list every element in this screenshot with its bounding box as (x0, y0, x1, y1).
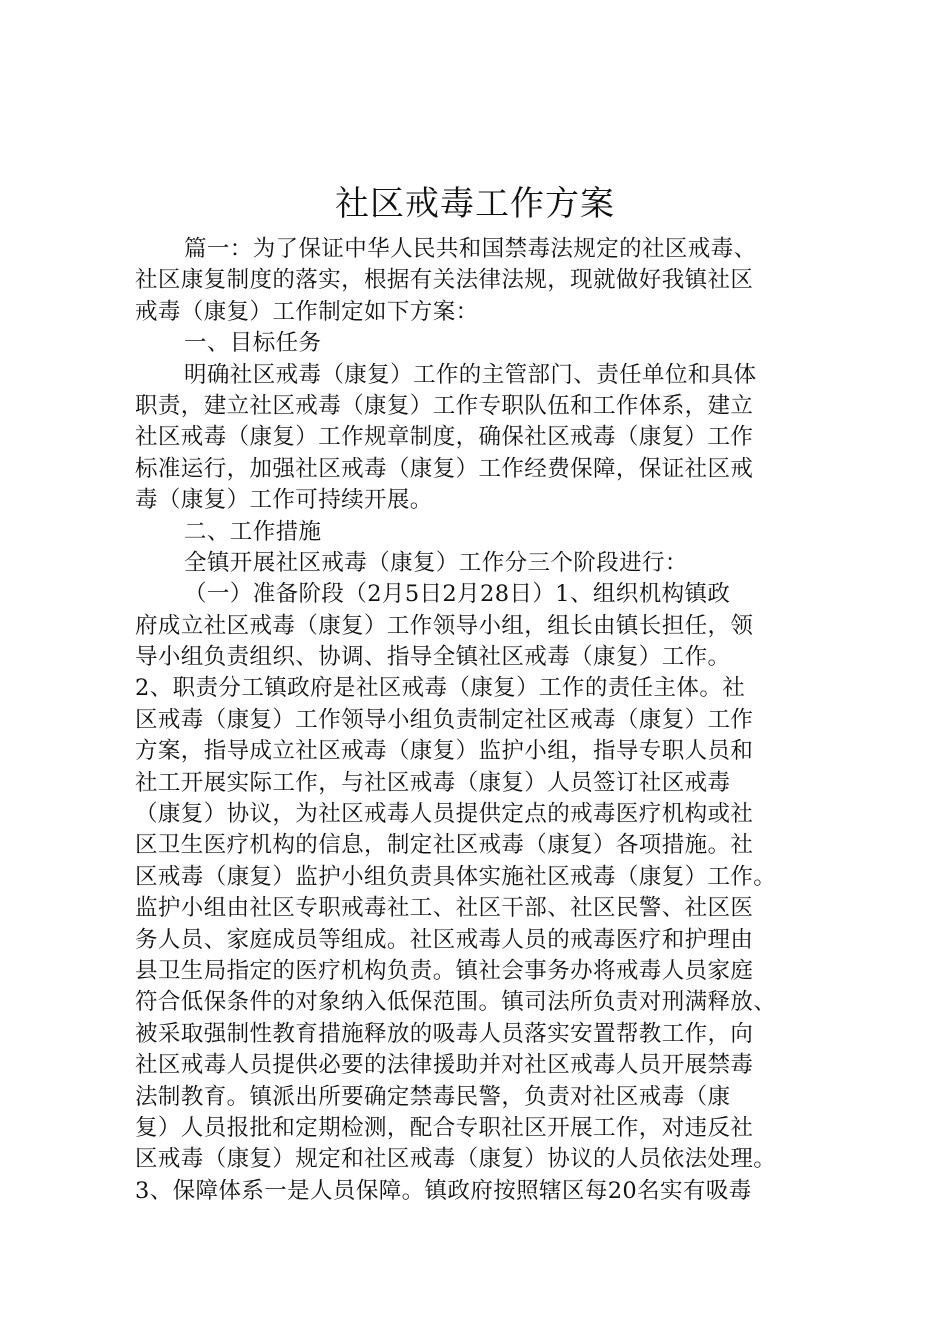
paragraph-line: 社工开展实际工作，与社区戒毒（康复）人员签订社区戒毒 (135, 769, 731, 796)
paragraph-line: （一）准备阶段（2月5日2月28日）1、组织机构镇政 (184, 581, 731, 608)
paragraph-line: 明确社区戒毒（康复）工作的主管部门、责任单位和具体 (184, 361, 757, 388)
paragraph-line: 方案，指导成立社区戒毒（康复）监护小组，指导专职人员和 (135, 738, 754, 765)
document-body (135, 234, 835, 1207)
paragraph-line: 法制教育。镇派出所要确定禁毒民警，负责对社区戒毒（康 (135, 1083, 731, 1110)
section-heading: 二、工作措施 (184, 518, 322, 545)
paragraph-line: 府成立社区戒毒（康复）工作领导小组，组长由镇长担任，领 (135, 612, 754, 639)
paragraph-line: 务人员、家庭成员等组成。社区戒毒人员的戒毒医疗和护理由 (135, 926, 754, 953)
paragraph-line: 毒（康复）工作可持续开展。 (135, 487, 433, 514)
paragraph-line: 区戒毒（康复）监护小组负责具体实施社区戒毒（康复）工作。 (135, 863, 777, 890)
paragraph-line: 区卫生医疗机构的信息，制定社区戒毒（康复）各项措施。社 (135, 832, 754, 859)
paragraph-line: （康复）协议，为社区戒毒人员提供定点的戒毒医疗机构或社 (135, 801, 754, 828)
paragraph-line: 标准运行，加强社区戒毒（康复）工作经费保障，保证社区戒 (135, 455, 754, 482)
paragraph-line: 3、保障体系一是人员保障。镇政府按照辖区每20名实有吸毒 (135, 1177, 752, 1204)
paragraph-line: 职责，建立社区戒毒（康复）工作专职队伍和工作体系，建立 (135, 392, 754, 419)
paragraph-line: 县卫生局指定的医疗机构负责。镇社会事务办将戒毒人员家庭 (135, 957, 754, 984)
paragraph-line: 社区戒毒（康复）工作规章制度，确保社区戒毒（康复）工作 (135, 424, 754, 451)
paragraph-line: 区戒毒（康复）工作领导小组负责制定社区戒毒（康复）工作 (135, 706, 754, 733)
document-title: 社区戒毒工作方案 (335, 184, 615, 224)
paragraph-line: 符合低保条件的对象纳入低保范围。镇司法所负责对刑满释放、 (135, 989, 777, 1016)
paragraph-line: 社区康复制度的落实，根据有关法律法规，现就做好我镇社区 (135, 267, 754, 294)
paragraph-line: 戒毒（康复）工作制定如下方案： (135, 298, 479, 325)
paragraph-line: 社区戒毒人员提供必要的法律援助并对社区戒毒人员开展禁毒 (135, 1052, 754, 1079)
paragraph-line: 区戒毒（康复）规定和社区戒毒（康复）协议的人员依法处理。 (135, 1146, 777, 1173)
paragraph-line: 篇一：为了保证中华人民共和国禁毒法规定的社区戒毒、 (184, 236, 757, 262)
paragraph-line: 全镇开展社区戒毒（康复）工作分三个阶段进行： (184, 549, 688, 576)
paragraph-line: 2、职责分工镇政府是社区戒毒（康复）工作的责任主体。社 (135, 675, 746, 702)
paragraph-line: 被采取强制性教育措施释放的吸毒人员落实安置帮教工作，向 (135, 1020, 754, 1047)
paragraph-line: 监护小组由社区专职戒毒社工、社区干部、社区民警、社区医 (135, 895, 754, 922)
section-heading: 一、目标任务 (184, 330, 322, 357)
paragraph-line: 导小组负责组织、协调、指导全镇社区戒毒（康复）工作。 (135, 644, 731, 671)
paragraph-line: 复）人员报批和定期检测，配合专职社区开展工作，对违反社 (135, 1114, 754, 1141)
